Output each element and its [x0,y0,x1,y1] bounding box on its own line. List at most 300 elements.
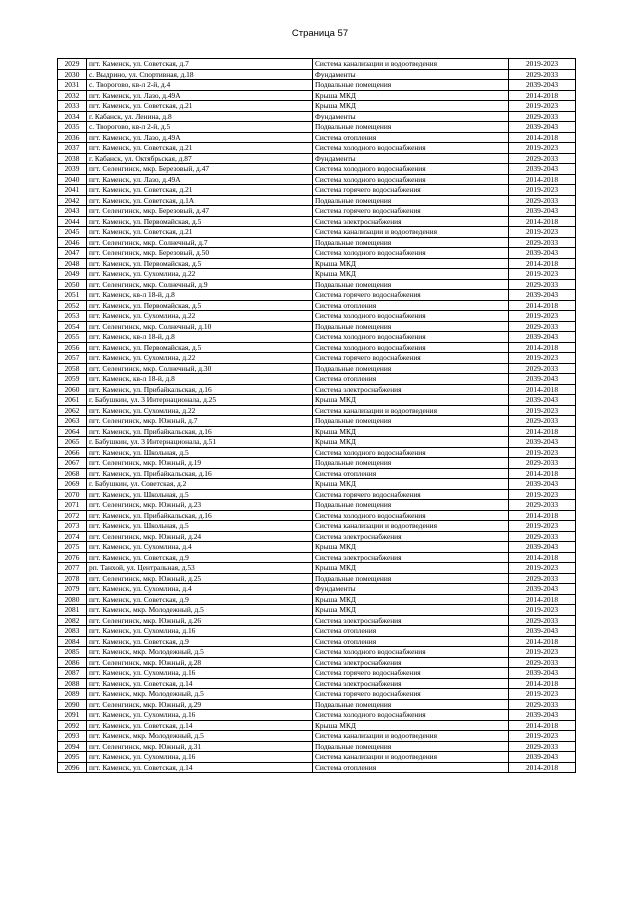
address-cell: пгт. Каменск, мкр. Молодежный, д.5 [87,647,313,658]
work-type-cell: Подвальные помещения [313,573,509,584]
table-row [58,699,576,710]
table-row [58,342,576,353]
period-cell: 2039-2043 [509,437,576,448]
work-type-cell: Фундаменты [313,584,509,595]
work-type-cell: Подвальные помещения [313,122,509,133]
row-number: 2035 [58,122,87,133]
row-number: 2061 [58,395,87,406]
row-number: 2087 [58,668,87,679]
row-number: 2074 [58,531,87,542]
work-type-cell: Система холодного водоснабжения [313,647,509,658]
row-number: 2048 [58,258,87,269]
address-cell: пгт. Селенгинск, мкр. Южный, д.28 [87,657,313,668]
row-number: 2085 [58,647,87,658]
table-row [58,195,576,206]
period-cell: 2029-2033 [509,500,576,511]
work-type-cell: Система канализации и водоотведения [313,731,509,742]
table-row [58,174,576,185]
row-number: 2091 [58,710,87,721]
row-number: 2041 [58,185,87,196]
row-number: 2070 [58,489,87,500]
work-type-cell: Система электроснабжения [313,657,509,668]
table-row [58,668,576,679]
period-cell: 2019-2023 [509,405,576,416]
table-row [58,720,576,731]
row-number: 2037 [58,143,87,154]
address-cell: пгт. Каменск, ул. Первомайская, д.5 [87,258,313,269]
work-type-cell: Система электроснабжения [313,678,509,689]
work-type-cell: Подвальные помещения [313,237,509,248]
period-cell: 2039-2043 [509,290,576,301]
address-cell: пгт. Селенгинск, мкр. Березовый, д.47 [87,206,313,217]
address-cell: пгт. Каменск, ул. Советская, д.21 [87,143,313,154]
row-number: 2090 [58,699,87,710]
row-number: 2088 [58,678,87,689]
table-row [58,489,576,500]
period-cell: 2014-2018 [509,552,576,563]
work-type-cell: Система отопления [313,132,509,143]
address-cell: г. Бабушкин, ул. 3 Интернационала, д.51 [87,437,313,448]
table-row [58,657,576,668]
row-number: 2081 [58,605,87,616]
work-type-cell: Крыша МКД [313,426,509,437]
address-cell: пгт. Каменск, ул. Первомайская, д.5 [87,216,313,227]
work-type-cell: Система холодного водоснабжения [313,164,509,175]
row-number: 2056 [58,342,87,353]
work-type-cell: Система горячего водоснабжения [313,689,509,700]
address-cell: пгт. Каменск, мкр. Молодежный, д.5 [87,731,313,742]
table-row [58,636,576,647]
table-row [58,248,576,259]
row-number: 2044 [58,216,87,227]
period-cell: 2014-2018 [509,594,576,605]
period-cell: 2029-2033 [509,153,576,164]
table-row [58,552,576,563]
row-number: 2052 [58,300,87,311]
address-cell: пгт. Каменск, ул. Советская, д.7 [87,59,313,70]
period-cell: 2039-2043 [509,752,576,763]
address-cell: пгт. Каменск, ул. Школьная, д.5 [87,521,313,532]
work-type-cell: Крыша МКД [313,594,509,605]
address-cell: пгт. Каменск, ул. Сухомлина, д.22 [87,405,313,416]
work-type-cell: Крыша МКД [313,258,509,269]
address-cell: пгт. Каменск, ул. Сухомлина, д.22 [87,311,313,322]
address-cell: пгт. Каменск, ул. Прибайкальская, д.16 [87,468,313,479]
period-cell: 2029-2033 [509,699,576,710]
address-cell: пгт. Каменск, ул. Лазо, д.49А [87,90,313,101]
period-cell: 2039-2043 [509,248,576,259]
address-cell: г. Кабанск, ул. Ленина, д.8 [87,111,313,122]
period-cell: 2019-2023 [509,143,576,154]
address-cell: пгт. Каменск, ул. Советская, д.21 [87,101,313,112]
row-number: 2076 [58,552,87,563]
table-row [58,258,576,269]
address-cell: пгт. Каменск, кв-л 18-й, д.8 [87,332,313,343]
row-number: 2075 [58,542,87,553]
row-number: 2059 [58,374,87,385]
address-cell: пгт. Селенгинск, мкр. Южный, д.24 [87,531,313,542]
table-row [58,321,576,332]
table-row [58,479,576,490]
row-number: 2031 [58,80,87,91]
period-cell: 2019-2023 [509,353,576,364]
table-row [58,353,576,364]
table-row [58,510,576,521]
work-type-cell: Система горячего водоснабжения [313,290,509,301]
period-cell: 2029-2033 [509,416,576,427]
table-row [58,678,576,689]
work-type-cell: Крыша МКД [313,101,509,112]
row-number: 2058 [58,363,87,374]
row-number: 2089 [58,689,87,700]
table-row [58,468,576,479]
page-title: Страница 57 [291,28,349,39]
work-type-cell: Система отопления [313,626,509,637]
table-row [58,416,576,427]
row-number: 2093 [58,731,87,742]
row-number: 2094 [58,741,87,752]
period-cell: 2039-2043 [509,332,576,343]
table-row [58,731,576,742]
period-cell: 2014-2018 [509,426,576,437]
period-cell: 2014-2018 [509,510,576,521]
row-number: 2043 [58,206,87,217]
work-type-cell: Система отопления [313,762,509,773]
table-row [58,111,576,122]
work-type-cell: Фундаменты [313,69,509,80]
work-type-cell: Система канализации и водоотведения [313,752,509,763]
table-row [58,689,576,700]
address-cell: пгт. Каменск, ул. Сухомлина, д.16 [87,626,313,637]
table-row [58,290,576,301]
address-cell: пгт. Каменск, ул. Сухомлина, д.4 [87,584,313,595]
row-number: 2084 [58,636,87,647]
table-row [58,531,576,542]
period-cell: 2014-2018 [509,174,576,185]
period-cell: 2014-2018 [509,132,576,143]
work-type-cell: Система холодного водоснабжения [313,174,509,185]
table-row [58,395,576,406]
work-type-cell: Крыша МКД [313,395,509,406]
period-cell: 2039-2043 [509,668,576,679]
address-cell: пгт. Каменск, ул. Советская, д.14 [87,762,313,773]
row-number: 2069 [58,479,87,490]
period-cell: 2029-2033 [509,69,576,80]
work-type-cell: Система холодного водоснабжения [313,332,509,343]
table-row [58,458,576,469]
table-row [58,153,576,164]
table-row [58,447,576,458]
period-cell: 2014-2018 [509,762,576,773]
address-cell: с. Творогово, кв-л 2-й, д.5 [87,122,313,133]
row-number: 2055 [58,332,87,343]
period-cell: 2029-2033 [509,237,576,248]
table-row [58,122,576,133]
address-cell: пгт. Каменск, ул. Советская, д.21 [87,227,313,238]
period-cell: 2014-2018 [509,300,576,311]
table-row [58,594,576,605]
row-number: 2033 [58,101,87,112]
row-number: 2063 [58,416,87,427]
table-row [58,405,576,416]
work-type-cell: Система канализации и водоотведения [313,405,509,416]
row-number: 2096 [58,762,87,773]
table-row [58,269,576,280]
period-cell: 2029-2033 [509,279,576,290]
row-number: 2047 [58,248,87,259]
table-row [58,384,576,395]
period-cell: 2039-2043 [509,80,576,91]
work-type-cell: Система холодного водоснабжения [313,248,509,259]
period-cell: 2019-2023 [509,185,576,196]
row-number: 2038 [58,153,87,164]
table-row [58,521,576,532]
address-cell: пгт. Каменск, ул. Советская, д.1А [87,195,313,206]
period-cell: 2019-2023 [509,605,576,616]
table-row [58,227,576,238]
row-number: 2057 [58,353,87,364]
row-number: 2078 [58,573,87,584]
address-cell: пгт. Каменск, мкр. Молодежный, д.5 [87,689,313,700]
address-cell: пгт. Каменск, ул. Лазо, д.49А [87,174,313,185]
table-row [58,563,576,574]
period-cell: 2039-2043 [509,374,576,385]
address-cell: пгт. Каменск, ул. Первомайская, д.5 [87,342,313,353]
period-cell: 2029-2033 [509,111,576,122]
work-type-cell: Система холодного водоснабжения [313,311,509,322]
work-type-cell: Система отопления [313,468,509,479]
table-row [58,647,576,658]
address-cell: пгт. Селенгинск, мкр. Солнечный, д.10 [87,321,313,332]
address-cell: пгт. Каменск, ул. Школьная, д.5 [87,489,313,500]
work-type-cell: Система электроснабжения [313,552,509,563]
table-row [58,332,576,343]
address-cell: с. Выдрино, ул. Спортивная, д.18 [87,69,313,80]
address-cell: пгт. Каменск, ул. Прибайкальская, д.16 [87,384,313,395]
work-type-cell: Подвальные помещения [313,500,509,511]
work-type-cell: Система электроснабжения [313,615,509,626]
table-row [58,542,576,553]
work-type-cell: Система горячего водоснабжения [313,185,509,196]
row-number: 2042 [58,195,87,206]
row-number: 2077 [58,563,87,574]
table-row [58,279,576,290]
address-cell: пгт. Селенгинск, мкр. Солнечный, д.30 [87,363,313,374]
work-type-cell: Система электроснабжения [313,216,509,227]
work-type-cell: Система холодного водоснабжения [313,710,509,721]
table-row [58,80,576,91]
address-cell: пгт. Каменск, ул. Сухомлина, д.16 [87,668,313,679]
period-cell: 2019-2023 [509,227,576,238]
table-row [58,237,576,248]
period-cell: 2014-2018 [509,468,576,479]
table-row [58,164,576,175]
row-number: 2067 [58,458,87,469]
row-number: 2092 [58,720,87,731]
table-row [58,69,576,80]
work-type-cell: Подвальные помещения [313,195,509,206]
work-type-cell: Система горячего водоснабжения [313,668,509,679]
row-number: 2034 [58,111,87,122]
work-type-cell: Крыша МКД [313,90,509,101]
period-cell: 2029-2033 [509,321,576,332]
row-number: 2073 [58,521,87,532]
row-number: 2071 [58,500,87,511]
period-cell: 2029-2033 [509,573,576,584]
table-row [58,752,576,763]
period-cell: 2019-2023 [509,59,576,70]
period-cell: 2029-2033 [509,615,576,626]
period-cell: 2014-2018 [509,216,576,227]
work-type-cell: Подвальные помещения [313,741,509,752]
repair-schedule-table [57,58,576,773]
row-number: 2066 [58,447,87,458]
period-cell: 2019-2023 [509,311,576,322]
work-type-cell: Подвальные помещения [313,699,509,710]
period-cell: 2014-2018 [509,636,576,647]
work-type-cell: Система канализации и водоотведения [313,227,509,238]
period-cell: 2019-2023 [509,269,576,280]
address-cell: пгт. Каменск, ул. Школьная, д.5 [87,447,313,458]
address-cell: пгт. Селенгинск, мкр. Солнечный, д.9 [87,279,313,290]
period-cell: 2019-2023 [509,689,576,700]
work-type-cell: Крыша МКД [313,437,509,448]
work-type-cell: Подвальные помещения [313,321,509,332]
table-row [58,374,576,385]
period-cell: 2039-2043 [509,584,576,595]
row-number: 2050 [58,279,87,290]
address-cell: пгт. Каменск, ул. Советская, д.14 [87,720,313,731]
address-cell: пгт. Селенгинск, мкр. Южный, д.19 [87,458,313,469]
row-number: 2053 [58,311,87,322]
address-cell: пгт. Каменск, ул. Лазо, д.49А [87,132,313,143]
row-number: 2082 [58,615,87,626]
address-cell: пгт. Каменск, мкр. Молодежный, д.5 [87,605,313,616]
work-type-cell: Крыша МКД [313,605,509,616]
row-number: 2045 [58,227,87,238]
work-type-cell: Система горячего водоснабжения [313,489,509,500]
row-number: 2086 [58,657,87,668]
table-row [58,437,576,448]
address-cell: г. Бабушкин, ул. 3 Интернационала, д.25 [87,395,313,406]
row-number: 2032 [58,90,87,101]
row-number: 2051 [58,290,87,301]
address-cell: г. Бабушкин, ул. Советская, д.2 [87,479,313,490]
table-row [58,741,576,752]
period-cell: 2014-2018 [509,258,576,269]
address-cell: пгт. Каменск, ул. Сухомлина, д.16 [87,710,313,721]
work-type-cell: Система электроснабжения [313,384,509,395]
work-type-cell: Система канализации и водоотведения [313,521,509,532]
period-cell: 2019-2023 [509,101,576,112]
work-type-cell: Система горячего водоснабжения [313,206,509,217]
address-cell: пгт. Каменск, ул. Советская, д.14 [87,678,313,689]
address-cell: пгт. Каменск, ул. Сухомлина, д.22 [87,353,313,364]
table-row [58,615,576,626]
period-cell: 2039-2043 [509,626,576,637]
row-number: 2060 [58,384,87,395]
row-number: 2065 [58,437,87,448]
period-cell: 2039-2043 [509,206,576,217]
table-row [58,59,576,70]
row-number: 2046 [58,237,87,248]
period-cell: 2029-2033 [509,363,576,374]
work-type-cell: Подвальные помещения [313,279,509,290]
work-type-cell: Крыша МКД [313,479,509,490]
address-cell: пгт. Селенгинск, мкр. Южный, д.23 [87,500,313,511]
period-cell: 2039-2043 [509,479,576,490]
period-cell: 2039-2043 [509,164,576,175]
period-cell: 2019-2023 [509,489,576,500]
period-cell: 2039-2043 [509,542,576,553]
work-type-cell: Крыша МКД [313,563,509,574]
work-type-cell: Система холодного водоснабжения [313,447,509,458]
work-type-cell: Фундаменты [313,153,509,164]
work-type-cell: Система холодного водоснабжения [313,342,509,353]
address-cell: с. Творогово, кв-л 2-й, д.4 [87,80,313,91]
period-cell: 2029-2033 [509,458,576,469]
work-type-cell: Система горячего водоснабжения [313,353,509,364]
address-cell: пгт. Каменск, ул. Первомайская, д.5 [87,300,313,311]
row-number: 2039 [58,164,87,175]
address-cell: пгт. Каменск, ул. Сухомлина, д.16 [87,752,313,763]
address-cell: пгт. Селенгинск, мкр. Южный, д.29 [87,699,313,710]
row-number: 2068 [58,468,87,479]
address-cell: пгт. Селенгинск, мкр. Березовый, д.50 [87,248,313,259]
period-cell: 2039-2043 [509,395,576,406]
address-cell: пгт. Каменск, ул. Сухомлина, д.4 [87,542,313,553]
address-cell: пгт. Каменск, ул. Советская, д.9 [87,594,313,605]
row-number: 2079 [58,584,87,595]
period-cell: 2014-2018 [509,384,576,395]
row-number: 2049 [58,269,87,280]
address-cell: пгт. Каменск, ул. Советская, д.9 [87,636,313,647]
work-type-cell: Подвальные помещения [313,363,509,374]
work-type-cell: Подвальные помещения [313,80,509,91]
period-cell: 2029-2033 [509,195,576,206]
table-row [58,185,576,196]
work-type-cell: Подвальные помещения [313,458,509,469]
table-row [58,710,576,721]
work-type-cell: Фундаменты [313,111,509,122]
table-row [58,363,576,374]
address-cell: пгт. Селенгинск, мкр. Южный, д.25 [87,573,313,584]
table-row [58,216,576,227]
address-cell: пгт. Каменск, кв-л 18-й, д.8 [87,290,313,301]
row-number: 2072 [58,510,87,521]
table-row [58,626,576,637]
address-cell: пгт. Каменск, ул. Советская, д.9 [87,552,313,563]
table-row [58,426,576,437]
work-type-cell: Система отопления [313,636,509,647]
table-row [58,584,576,595]
table-row [58,500,576,511]
address-cell: пгт. Каменск, ул. Прибайкальская, д.16 [87,510,313,521]
period-cell: 2029-2033 [509,657,576,668]
table-row [58,101,576,112]
address-cell: г. Кабанск, ул. Октябрьская, д.87 [87,153,313,164]
table-row [58,206,576,217]
period-cell: 2019-2023 [509,563,576,574]
table-row [58,605,576,616]
table-row [58,311,576,322]
row-number: 2080 [58,594,87,605]
work-type-cell: Крыша МКД [313,720,509,731]
period-cell: 2019-2023 [509,647,576,658]
row-number: 2040 [58,174,87,185]
address-cell: пгт. Каменск, ул. Прибайкальская, д.16 [87,426,313,437]
period-cell: 2039-2043 [509,710,576,721]
